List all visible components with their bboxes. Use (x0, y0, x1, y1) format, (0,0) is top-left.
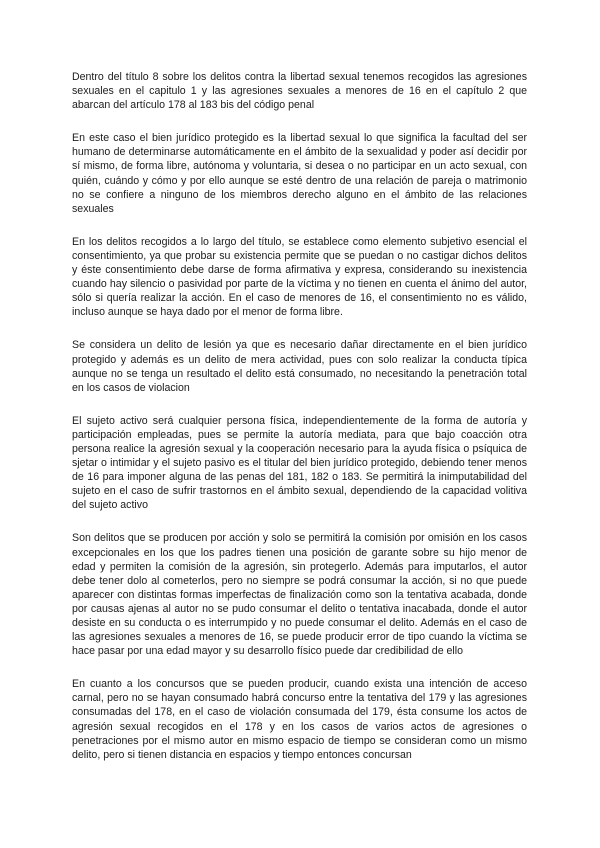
paragraph-2: En este caso el bien jurídico protegido es la libertad sexual lo que significa la facultad del ser humano de determinarse automáticamente en el ámbito de la sexualidad y poder así decidir por sí mismo, de forma libre, autónoma y voluntaria, si desea o no participar en un acto sexual, con quién, cuándo y cómo y por ello aunque se esté dentro de una relación de pareja o matrimonio no se confiere a ninguno de los miembros derecho alguno en el ámbito de las relaciones sexuales (72, 132, 527, 215)
paragraph-3: En los delitos recogidos a lo largo del título, se establece como elemento subjetivo esencial el consentimiento, ya que probar su existencia permite que se puedan o no castigar dichos delitos y éste consentimiento debe darse de forma afirmativa y expresa, considerando su inexistencia cuando hay silencio o pasividad por parte de la víctima y no tienen en cuenta el ánimo del autor, sólo si quería realizar la acción. En el caso de menores de 16, el consentimiento no es válido, incluso aunque se haya dado por el menor de forma libre. (72, 235, 527, 319)
paragraph-4: Se considera un delito de lesión ya que es necesario dañar directamente en el bien jurídico protegido y además es un delito de mera actividad, pues con solo realizar la conducta típica aunque no se tenga un resultado el delito está consumado, no necesitando la penetración total en los casos de violacion (72, 339, 527, 394)
paragraph-1: Dentro del título 8 sobre los delitos contra la libertad sexual tenemos recogidos las agresiones sexuales en el capitulo 1 y las agresiones sexuales a menores de 16 en el capítulo 2 que abarcan del artículo 178 al 183 bis del código penal (72, 71, 527, 112)
paragraph-6: Son delitos que se producen por acción y solo se permitirá la comisión por omisión en los casos excepcionales en los que los padres tienen una posición de garante sobre su hijo menor de edad y permiten la comisión de la agresión, sin protegerlo. Además para imputarlos, el autor debe tener dolo al cometerlos, pero no siempre se podrá consumar la acción, si no que puede aparecer con distintas formas imperfectas de finalización como son la tentativa acabada, donde por causas ajenas al autor no se pudo consumar el delito o tentativa inacabada, donde el autor desiste en su conducta o es interrumpido y no puede consumar el delito. Además en el caso de las agresiones sexuales a menores de 16, se puede producir error de tipo cuando la víctima se hace pasar por una edad mayor y su desarrollo físico puede dar credibilidad de ello (72, 532, 527, 658)
paragraph-7: En cuanto a los concursos que se pueden producir, cuando exista una intención de acceso carnal, pero no se hayan consumado habrá concurso entre la tentativa del 179 y las agresiones consumadas del 178, en el caso de violación consumada del 179, ésta consume los actos de agresión sexual recogidos en el 178 y en los casos de varios actos de agresiones o penetraciones por el mismo autor en mismo espacio de tiempo se consideran como un mismo delito, pero si tienen distancia en espacios y tiempo entonces concursan (72, 678, 527, 761)
paragraph-5: El sujeto activo será cualquier persona física, independientemente de la forma de autoría y participación empleadas, pues se permite la autoría mediata, para que bajo coacción otra persona realice la agresión sexual y la cooperación necesario para la ayuda física o psíquica de sjetar o intimidar y el sujeto pasivo es el titular del bien jurídico protegido, debiendo tener menos de 16 para imponer alguna de las penas del 181, 182 o 183. Se permitirá la inimputabilidad del sujeto en el caso de sufrir trastornos en el ámbito sexual, dependiendo de la capacidad volitiva del sujeto activo (72, 414, 527, 512)
document-page (72, 70, 527, 781)
